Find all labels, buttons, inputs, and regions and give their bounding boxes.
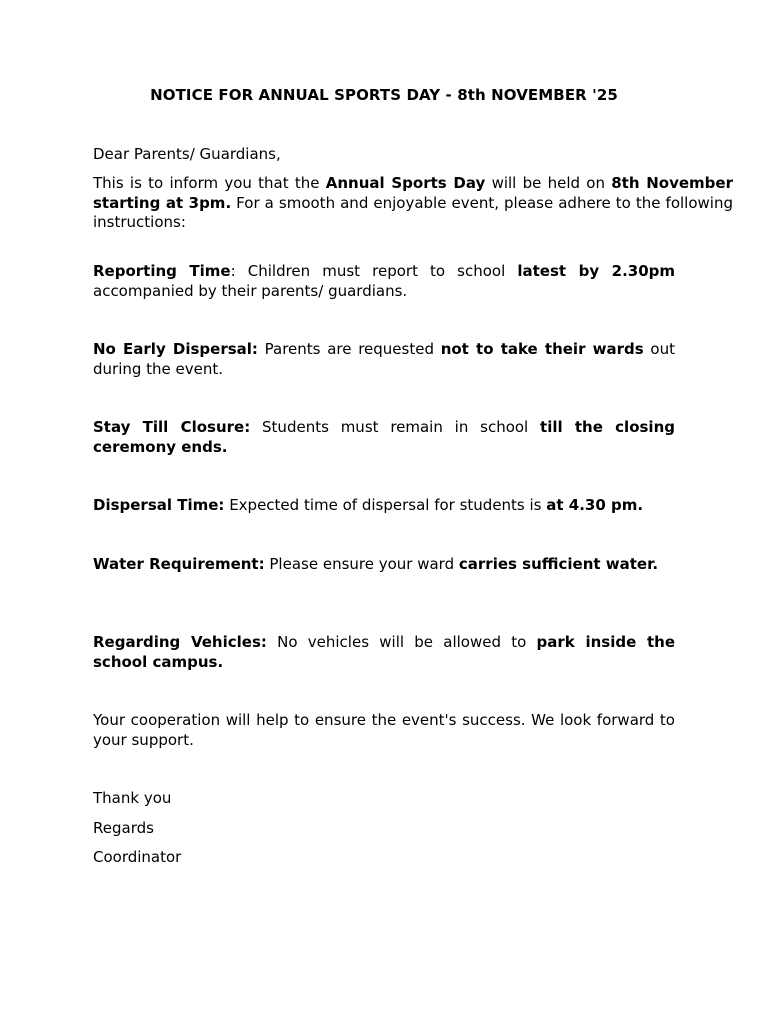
intro-text-3: For a smooth and enjoyable event, please adhere to the following instructions: — [93, 193, 733, 231]
notice-title — [0, 86, 768, 106]
instruction-heading: Water Requirement: — [93, 555, 265, 573]
closing-paragraph: Your cooperation will help to ensure the event's success. We look forward to your support. — [93, 711, 675, 749]
instruction-text: Expected time of dispersal for students is — [229, 496, 547, 514]
event-date-time: 8th November starting at 3pm. — [93, 174, 733, 212]
instruction-regarding-vehicles — [93, 633, 675, 672]
instruction-emphasis: carries sufficient water. — [458, 555, 659, 573]
instruction-emphasis: latest by 2.30pm — [517, 262, 676, 280]
instruction-dispersal-time — [93, 496, 675, 516]
signatory: Coordinator — [93, 848, 182, 866]
instruction-text: Parents are requested — [264, 340, 441, 358]
instruction-emphasis: till the closing ceremony ends. — [93, 418, 675, 456]
regards-line: Regards — [93, 819, 154, 837]
instruction-heading: No Early Dispersal: — [93, 340, 258, 358]
intro-paragraph — [93, 174, 733, 233]
instruction-after: out during the event. — [93, 340, 675, 378]
instruction-no-early-dispersal — [93, 340, 675, 379]
instruction-text: No vehicles will be allowed to — [277, 633, 537, 651]
instruction-after: accompanied by their parents/ guardians. — [93, 281, 408, 300]
event-name: Annual Sports Day — [325, 174, 486, 192]
instruction-separator — [267, 633, 277, 651]
instruction-heading: Regarding Vehicles: — [93, 633, 267, 651]
instruction-heading: Dispersal Time: — [93, 496, 225, 514]
salutation: Dear Parents/ Guardians, — [93, 145, 281, 163]
instruction-emphasis: park inside the school campus. — [93, 633, 675, 671]
intro-text-1: This is to inform you that the — [93, 174, 326, 192]
instruction-text: Children must report to school — [247, 262, 518, 280]
instruction-heading: Stay Till Closure: — [93, 418, 251, 436]
instruction-stay-till-closure — [93, 418, 675, 457]
thank-you-line: Thank you — [93, 789, 172, 807]
instruction-reporting-time — [93, 262, 675, 301]
instruction-text: Students must remain in school — [262, 418, 541, 436]
instruction-emphasis: at 4.30 pm. — [546, 496, 644, 514]
instruction-separator — [250, 418, 262, 436]
instruction-heading: Reporting Time — [93, 262, 231, 280]
instruction-water-requirement — [93, 555, 675, 575]
intro-text-2: will be held on — [485, 174, 612, 192]
instruction-separator — [258, 340, 265, 358]
instruction-text: Please ensure your ward — [269, 555, 459, 573]
instruction-separator: : — [230, 262, 248, 280]
notice-title-text: NOTICE FOR ANNUAL SPORTS DAY - 8th NOVEMBER '25 — [150, 86, 618, 104]
instruction-emphasis: not to take their wards — [440, 340, 644, 358]
